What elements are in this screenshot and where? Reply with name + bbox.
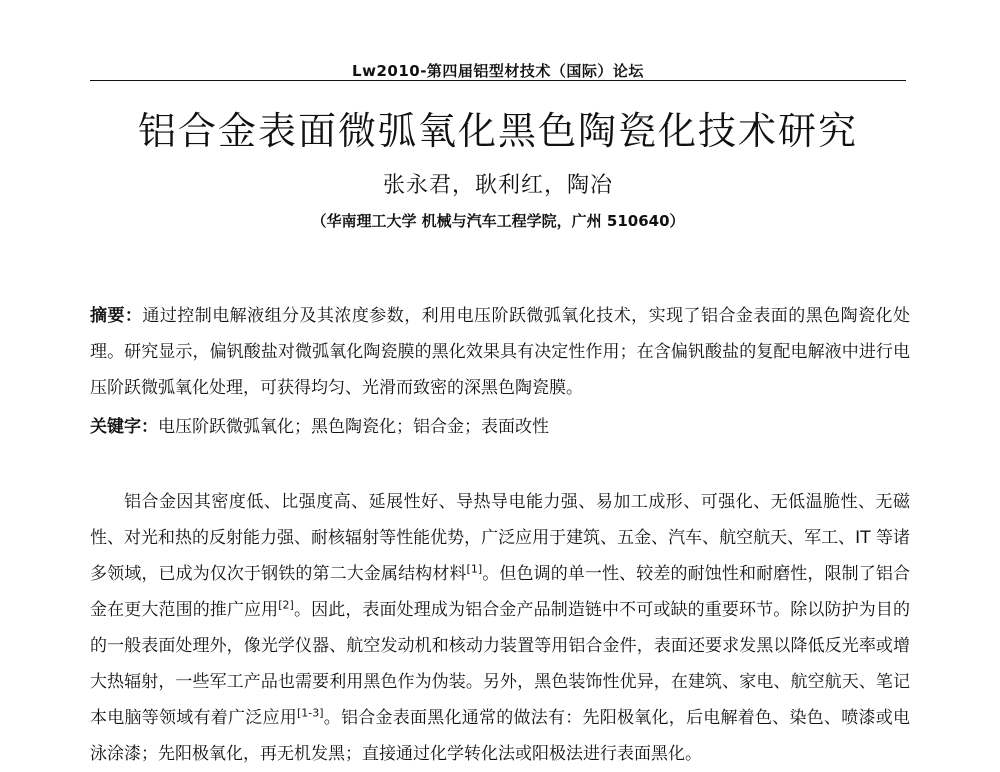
header-divider (90, 80, 906, 81)
citation-2: [2] (278, 598, 294, 612)
body-segment-2: 。但色调的单一性、较差的耐蚀性和耐磨性，限制了铝合金在更大范围的推广应用 (90, 564, 910, 620)
paper-authors: 张永君，耿利红，陶冶 (382, 173, 613, 198)
citation-1: [1] (466, 562, 483, 576)
paper-title: 铝合金表面微弧氧化黑色陶瓷化技术研究 (137, 109, 858, 153)
paper-affiliation: （华南理工大学 机械与汽车工程学院，广州 510640） (311, 212, 685, 230)
keywords-label: 关键字： (90, 417, 158, 437)
abstract-text: 通过控制电解液组分及其浓度参数，利用电压阶跃微弧氧化技术，实现了铝合金表面的黑色陶瓷化处理。研究显示，偏钒酸盐对微弧氧化陶瓷膜的黑化效果具有决定性作用；在含偏钒酸盐的复配电解液中进行电压阶跃微弧氧化处理，可获得均匀、光滑而致密的深黑色陶瓷膜。 (90, 306, 911, 398)
abstract (90, 298, 910, 406)
keywords-text: 电压阶跃微弧氧化；黑色陶瓷化；铝合金；表面改性 (158, 417, 549, 437)
body-segment-4: 。铝合金表面黑化通常的做法有：先阳极氧化，后电解着色、染色、喷漆或电泳涂漆；先阳极氧化，再无机发黑；直接通过化学转化法或阳极法进行表面黑化。 (90, 708, 910, 764)
body-segment-1: 铝合金因其密度低、比强度高、延展性好、导热导电能力强、易加工成形、可强化、无低温脆性、无磁性、对光和热的反射能力强、耐核辐射等性能优势，广泛应用于建筑、五金、汽车、航空航天、军工、IT 等诸多领域，已成为仅次于钢铁的第二大金属结构材料 (90, 492, 910, 584)
abstract-label: 摘要： (90, 306, 143, 326)
body-paragraph (90, 484, 910, 772)
body-segment-3: 。因此，表面处理成为铝合金产品制造链中不可或缺的重要环节。除以防护为目的的一般表面处理外，像光学仪器、航空发动机和核动力装置等用铝合金件，表面还要求发黑以降低反光率或增大热辐射，一些军工产品也需要利用黑色作为伪装。另外，黑色装饰性优异，在建筑、家电、航空航天、笔记本电脑等领域有着广泛应用 (90, 600, 910, 728)
keywords (90, 409, 910, 445)
citation-3: [1-3] (296, 706, 324, 720)
running-header: Lw2010-第四届铝型材技术（国际）论坛 (352, 62, 644, 80)
